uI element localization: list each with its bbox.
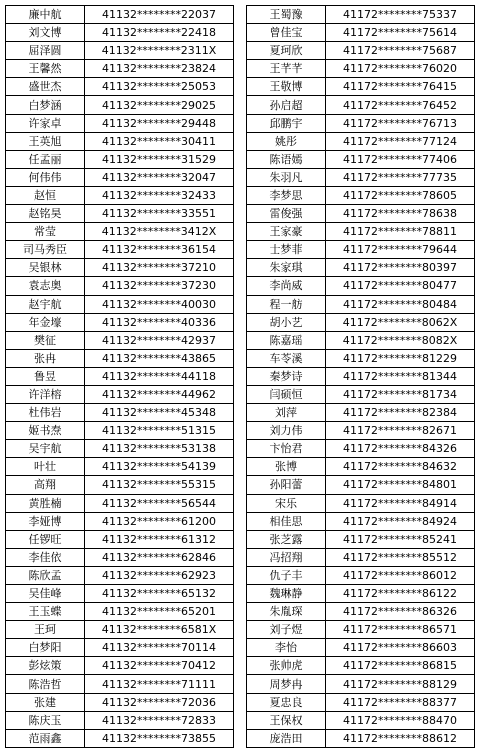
- person-name-cell: 王英旭: [6, 132, 85, 150]
- id-number-cell: 41132********62846: [85, 548, 234, 566]
- person-name-cell: 夏忠良: [247, 693, 326, 711]
- id-number-cell: 41132********72036: [85, 693, 234, 711]
- id-number-cell: 41172********82671: [326, 422, 475, 440]
- table-row: [247, 42, 475, 60]
- id-number-cell: 41172********76452: [326, 96, 475, 114]
- person-name-cell: 赵铭昊: [6, 205, 85, 223]
- table-row: [247, 96, 475, 114]
- table-row: [6, 24, 234, 42]
- table-row: [6, 729, 234, 747]
- table-row: [6, 241, 234, 259]
- table-row: [6, 42, 234, 60]
- table-row: [247, 6, 475, 24]
- id-number-cell: 41132********22418: [85, 24, 234, 42]
- table-row: [247, 639, 475, 657]
- id-number-cell: 41132********62923: [85, 566, 234, 584]
- table-row: [247, 241, 475, 259]
- id-number-cell: 41172********81734: [326, 385, 475, 403]
- person-name-cell: 常莹: [6, 223, 85, 241]
- person-name-cell: 秦梦诗: [247, 367, 326, 385]
- person-name-cell: 车苓溪: [247, 349, 326, 367]
- person-name-cell: 吴宇航: [6, 440, 85, 458]
- table-row: [6, 114, 234, 132]
- person-name-cell: 相佳思: [247, 512, 326, 530]
- person-name-cell: 士梦菲: [247, 241, 326, 259]
- person-name-cell: 吴银林: [6, 259, 85, 277]
- person-name-cell: 张帅虎: [247, 657, 326, 675]
- person-name-cell: 邱鹏宇: [247, 114, 326, 132]
- person-name-cell: 李梦思: [247, 186, 326, 204]
- person-name-cell: 年金壕: [6, 313, 85, 331]
- table-row: [247, 150, 475, 168]
- id-number-cell: 41172********8082X: [326, 331, 475, 349]
- id-number-cell: 41132********22037: [85, 6, 234, 24]
- person-name-cell: 李怡: [247, 639, 326, 657]
- table-row: [247, 168, 475, 186]
- person-name-cell: 王敬博: [247, 78, 326, 96]
- id-number-cell: 41172********84326: [326, 440, 475, 458]
- person-name-cell: 盛世杰: [6, 78, 85, 96]
- person-name-cell: 何伟伟: [6, 168, 85, 186]
- table-row: [247, 132, 475, 150]
- table-row: [247, 24, 475, 42]
- table-row: [6, 422, 234, 440]
- table-row: [6, 349, 234, 367]
- person-name-cell: 张冉: [6, 349, 85, 367]
- person-name-cell: 姬书焘: [6, 422, 85, 440]
- id-number-cell: 41132********65201: [85, 603, 234, 621]
- person-name-cell: 彭炫策: [6, 657, 85, 675]
- table-row: [6, 603, 234, 621]
- person-name-cell: 李尚威: [247, 277, 326, 295]
- person-name-cell: 刘萍: [247, 404, 326, 422]
- person-name-cell: 王家豪: [247, 223, 326, 241]
- table-row: [247, 331, 475, 349]
- person-name-cell: 许家卓: [6, 114, 85, 132]
- table-row: [247, 404, 475, 422]
- person-name-cell: 王珂: [6, 621, 85, 639]
- left-roster-table: [5, 5, 234, 748]
- id-number-cell: 41132********2311X: [85, 42, 234, 60]
- id-number-cell: 41132********73855: [85, 729, 234, 747]
- person-name-cell: 赵恒: [6, 186, 85, 204]
- table-row: [6, 530, 234, 548]
- table-row: [6, 512, 234, 530]
- id-number-cell: 41132********61200: [85, 512, 234, 530]
- person-name-cell: 白梦涵: [6, 96, 85, 114]
- person-name-cell: 李佳依: [6, 548, 85, 566]
- id-number-cell: 41172********84924: [326, 512, 475, 530]
- person-name-cell: 司马秀臣: [6, 241, 85, 259]
- table-row: [6, 259, 234, 277]
- id-number-cell: 41132********43865: [85, 349, 234, 367]
- id-number-cell: 41132********42937: [85, 331, 234, 349]
- person-name-cell: 闫硕恒: [247, 385, 326, 403]
- person-name-cell: 张建: [6, 693, 85, 711]
- id-number-cell: 41172********82384: [326, 404, 475, 422]
- person-name-cell: 刘子煜: [247, 621, 326, 639]
- person-name-cell: 王蜀豫: [247, 6, 326, 24]
- person-name-cell: 陈语嫣: [247, 150, 326, 168]
- table-row: [6, 60, 234, 78]
- id-number-cell: 41172********81229: [326, 349, 475, 367]
- id-number-cell: 41172********86012: [326, 566, 475, 584]
- id-number-cell: 41132********32433: [85, 186, 234, 204]
- table-row: [247, 313, 475, 331]
- id-number-cell: 41172********77124: [326, 132, 475, 150]
- person-name-cell: 许洋榕: [6, 385, 85, 403]
- person-name-cell: 魏琳静: [247, 585, 326, 603]
- id-number-cell: 41172********76020: [326, 60, 475, 78]
- table-row: [6, 96, 234, 114]
- id-number-cell: 41132********31529: [85, 150, 234, 168]
- person-name-cell: 高翔: [6, 476, 85, 494]
- table-row: [247, 349, 475, 367]
- id-number-cell: 41132********45348: [85, 404, 234, 422]
- person-name-cell: 朱羽凡: [247, 168, 326, 186]
- id-number-cell: 41172********81344: [326, 367, 475, 385]
- table-row: [247, 422, 475, 440]
- table-row: [247, 458, 475, 476]
- id-number-cell: 41172********75614: [326, 24, 475, 42]
- id-number-cell: 41132********29025: [85, 96, 234, 114]
- id-number-cell: 41132********37230: [85, 277, 234, 295]
- id-number-cell: 41132********56544: [85, 494, 234, 512]
- table-row: [6, 205, 234, 223]
- table-row: [6, 458, 234, 476]
- person-name-cell: 鲁昱: [6, 367, 85, 385]
- id-number-cell: 41132********65132: [85, 585, 234, 603]
- person-name-cell: 袁志奥: [6, 277, 85, 295]
- id-number-cell: 41172********86571: [326, 621, 475, 639]
- id-number-cell: 41132********23824: [85, 60, 234, 78]
- person-name-cell: 宋乐: [247, 494, 326, 512]
- id-number-cell: 41132********40030: [85, 295, 234, 313]
- table-row: [247, 585, 475, 603]
- id-number-cell: 41172********75337: [326, 6, 475, 24]
- id-number-cell: 41172********88377: [326, 693, 475, 711]
- table-row: [6, 132, 234, 150]
- id-number-cell: 41172********76713: [326, 114, 475, 132]
- id-number-cell: 41132********54139: [85, 458, 234, 476]
- id-number-cell: 41172********78638: [326, 205, 475, 223]
- table-row: [6, 6, 234, 24]
- person-name-cell: 曾佳宝: [247, 24, 326, 42]
- table-row: [6, 693, 234, 711]
- person-name-cell: 朱胤琛: [247, 603, 326, 621]
- table-row: [247, 186, 475, 204]
- person-name-cell: 孙启超: [247, 96, 326, 114]
- table-row: [247, 729, 475, 747]
- id-number-cell: 41172********84801: [326, 476, 475, 494]
- person-name-cell: 夏珂欣: [247, 42, 326, 60]
- id-number-cell: 41132********44118: [85, 367, 234, 385]
- table-row: [247, 277, 475, 295]
- table-row: [247, 295, 475, 313]
- table-row: [247, 440, 475, 458]
- person-name-cell: 孙阳蕾: [247, 476, 326, 494]
- person-name-cell: 姚彤: [247, 132, 326, 150]
- person-name-cell: 陈欣孟: [6, 566, 85, 584]
- table-row: [6, 313, 234, 331]
- person-name-cell: 陈浩哲: [6, 675, 85, 693]
- person-name-cell: 王芊芊: [247, 60, 326, 78]
- person-name-cell: 王馨然: [6, 60, 85, 78]
- person-name-cell: 任孟丽: [6, 150, 85, 168]
- person-name-cell: 陈嘉瑶: [247, 331, 326, 349]
- table-row: [247, 60, 475, 78]
- table-row: [6, 277, 234, 295]
- id-number-cell: 41172********84632: [326, 458, 475, 476]
- person-name-cell: 任锣旺: [6, 530, 85, 548]
- id-number-cell: 41172********80477: [326, 277, 475, 295]
- id-number-cell: 41132********32047: [85, 168, 234, 186]
- id-number-cell: 41172********84914: [326, 494, 475, 512]
- table-row: [6, 223, 234, 241]
- person-name-cell: 卞怡君: [247, 440, 326, 458]
- table-row: [6, 186, 234, 204]
- person-name-cell: 刘文博: [6, 24, 85, 42]
- id-number-cell: 41132********71111: [85, 675, 234, 693]
- id-number-cell: 41132********51315: [85, 422, 234, 440]
- table-row: [6, 711, 234, 729]
- id-number-cell: 41172********88470: [326, 711, 475, 729]
- person-name-cell: 庞浩田: [247, 729, 326, 747]
- table-row: [247, 621, 475, 639]
- id-number-cell: 41172********88612: [326, 729, 475, 747]
- table-row: [247, 603, 475, 621]
- id-number-cell: 41132********70412: [85, 657, 234, 675]
- id-number-cell: 41172********77406: [326, 150, 475, 168]
- person-name-cell: 白梦阳: [6, 639, 85, 657]
- id-number-cell: 41172********75687: [326, 42, 475, 60]
- table-row: [247, 711, 475, 729]
- table-row: [247, 530, 475, 548]
- person-name-cell: 杜伟岩: [6, 404, 85, 422]
- id-number-cell: 41172********86326: [326, 603, 475, 621]
- person-name-cell: 廉中航: [6, 6, 85, 24]
- id-number-cell: 41172********85512: [326, 548, 475, 566]
- person-name-cell: 张博: [247, 458, 326, 476]
- table-row: [247, 78, 475, 96]
- person-name-cell: 张芝露: [247, 530, 326, 548]
- person-name-cell: 屈泽圆: [6, 42, 85, 60]
- table-row: [6, 440, 234, 458]
- table-row: [6, 331, 234, 349]
- id-number-cell: 41172********80397: [326, 259, 475, 277]
- table-row: [6, 404, 234, 422]
- id-number-cell: 41172********86122: [326, 585, 475, 603]
- id-number-cell: 41132********37210: [85, 259, 234, 277]
- table-row: [6, 385, 234, 403]
- person-name-cell: 周梦冉: [247, 675, 326, 693]
- table-row: [6, 367, 234, 385]
- table-row: [6, 476, 234, 494]
- table-row: [247, 657, 475, 675]
- person-name-cell: 程一舫: [247, 295, 326, 313]
- id-number-cell: 41132********70114: [85, 639, 234, 657]
- id-number-cell: 41132********25053: [85, 78, 234, 96]
- table-row: [6, 295, 234, 313]
- table-row: [247, 675, 475, 693]
- table-row: [6, 494, 234, 512]
- table-row: [247, 367, 475, 385]
- person-name-cell: 李娅博: [6, 512, 85, 530]
- person-name-cell: 叶壮: [6, 458, 85, 476]
- table-row: [247, 205, 475, 223]
- table-row: [6, 585, 234, 603]
- id-number-cell: 41132********29448: [85, 114, 234, 132]
- person-name-cell: 范雨鑫: [6, 729, 85, 747]
- person-name-cell: 赵宇航: [6, 295, 85, 313]
- person-name-cell: 刘力伟: [247, 422, 326, 440]
- id-number-cell: 41132********30411: [85, 132, 234, 150]
- id-number-cell: 41172********78811: [326, 223, 475, 241]
- id-number-cell: 41132********33551: [85, 205, 234, 223]
- person-name-cell: 王保权: [247, 711, 326, 729]
- id-number-cell: 41132********40336: [85, 313, 234, 331]
- person-name-cell: 冯招翔: [247, 548, 326, 566]
- table-row: [247, 223, 475, 241]
- person-name-cell: 仇子丰: [247, 566, 326, 584]
- roster-page: [5, 5, 475, 748]
- table-row: [6, 621, 234, 639]
- table-row: [247, 259, 475, 277]
- table-row: [6, 566, 234, 584]
- person-name-cell: 胡小艺: [247, 313, 326, 331]
- id-number-cell: 41172********77735: [326, 168, 475, 186]
- table-row: [6, 675, 234, 693]
- id-number-cell: 41132********55315: [85, 476, 234, 494]
- table-row: [247, 566, 475, 584]
- right-roster-table: [246, 5, 475, 748]
- person-name-cell: 吴佳峰: [6, 585, 85, 603]
- id-number-cell: 41172********80484: [326, 295, 475, 313]
- table-row: [6, 657, 234, 675]
- table-row: [6, 639, 234, 657]
- table-row: [6, 548, 234, 566]
- id-number-cell: 41172********88129: [326, 675, 475, 693]
- id-number-cell: 41172********86603: [326, 639, 475, 657]
- person-name-cell: 樊征: [6, 331, 85, 349]
- id-number-cell: 41172********85241: [326, 530, 475, 548]
- id-number-cell: 41172********79644: [326, 241, 475, 259]
- table-row: [247, 548, 475, 566]
- id-number-cell: 41172********78605: [326, 186, 475, 204]
- id-number-cell: 41132********61312: [85, 530, 234, 548]
- id-number-cell: 41172********86815: [326, 657, 475, 675]
- table-row: [6, 168, 234, 186]
- table-row: [247, 385, 475, 403]
- id-number-cell: 41132********72833: [85, 711, 234, 729]
- id-number-cell: 41132********36154: [85, 241, 234, 259]
- id-number-cell: 41172********76415: [326, 78, 475, 96]
- table-row: [247, 494, 475, 512]
- table-row: [247, 693, 475, 711]
- person-name-cell: 朱家琪: [247, 259, 326, 277]
- id-number-cell: 41132********3412X: [85, 223, 234, 241]
- id-number-cell: 41132********6581X: [85, 621, 234, 639]
- table-row: [247, 114, 475, 132]
- id-number-cell: 41132********53138: [85, 440, 234, 458]
- person-name-cell: 陈庆玉: [6, 711, 85, 729]
- person-name-cell: 王玉蝶: [6, 603, 85, 621]
- id-number-cell: 41172********8062X: [326, 313, 475, 331]
- id-number-cell: 41132********44962: [85, 385, 234, 403]
- table-row: [6, 78, 234, 96]
- table-row: [247, 512, 475, 530]
- person-name-cell: 雷俊强: [247, 205, 326, 223]
- person-name-cell: 黄胜楠: [6, 494, 85, 512]
- table-row: [6, 150, 234, 168]
- table-row: [247, 476, 475, 494]
